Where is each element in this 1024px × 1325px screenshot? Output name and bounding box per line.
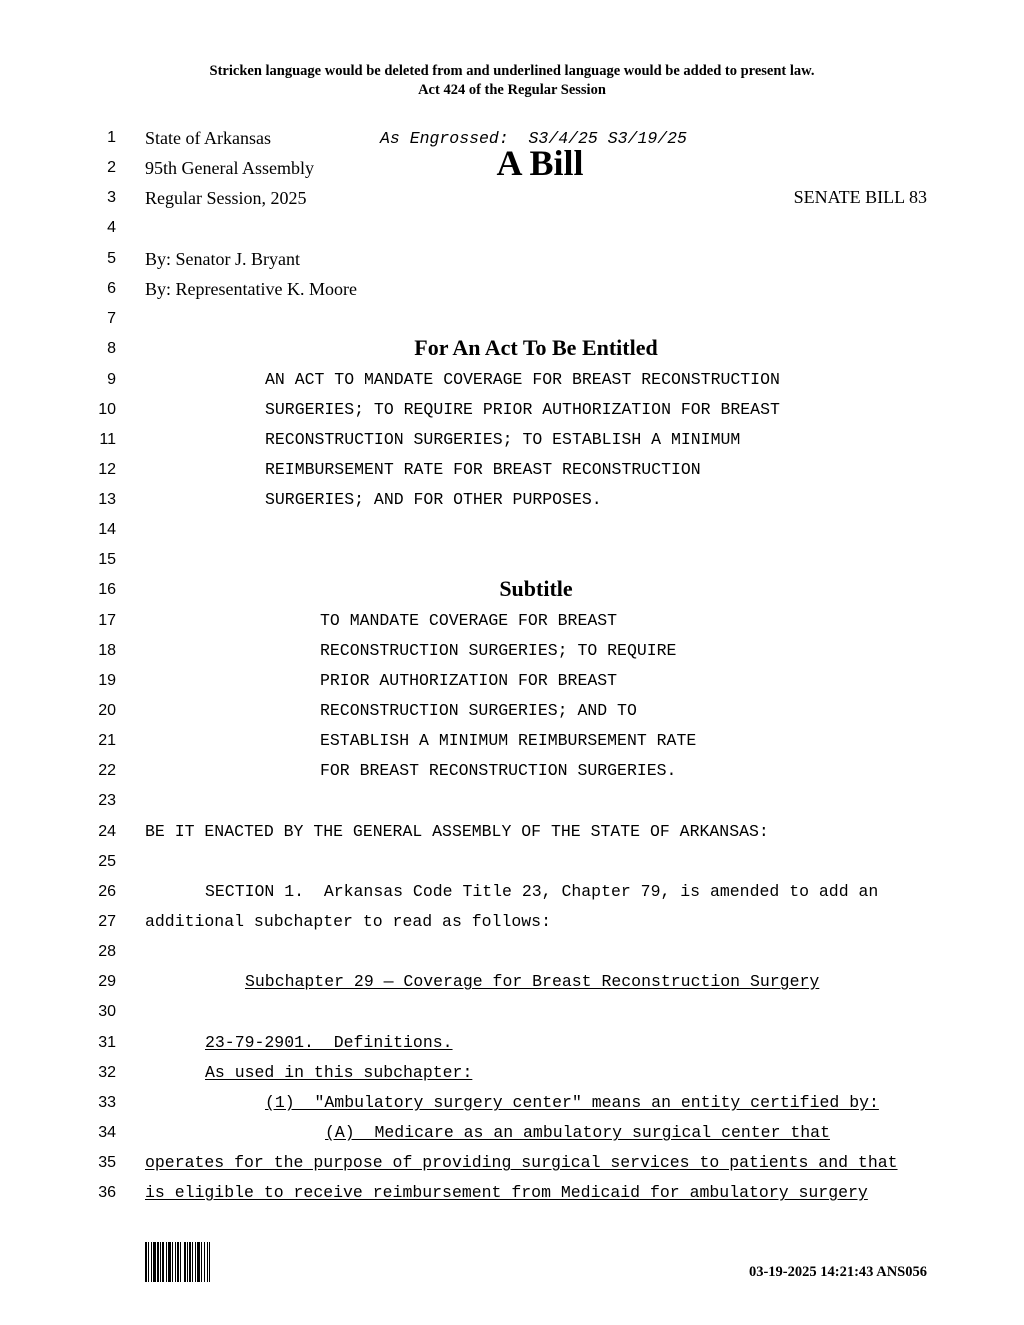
line-number: 11 (99, 431, 116, 448)
line-number: 16 (98, 581, 116, 598)
line-number: 3 (107, 189, 116, 206)
section-1-text-continued: additional subchapter to read as follows: (145, 912, 551, 931)
definition-1: (1) "Ambulatory surgery center" means an entity certified by: (265, 1093, 879, 1112)
line-number: 33 (98, 1094, 116, 1111)
line-number: 1 (107, 129, 116, 146)
line-number: 36 (98, 1184, 116, 1201)
amendment-notice (0, 62, 1024, 100)
line-number: 25 (98, 853, 116, 870)
line-number: 24 (98, 823, 116, 840)
bill-number: SENATE BILL 83 (793, 187, 927, 207)
line-number: 7 (107, 310, 116, 327)
senator-sponsor: By: Senator J. Bryant (145, 249, 300, 269)
line-number: 6 (107, 280, 116, 297)
subtitle-line: RECONSTRUCTION SURGERIES; AND TO (320, 701, 637, 720)
subchapter-heading: Subchapter 29 — Coverage for Breast Reconstruction Surgery (245, 972, 820, 991)
line-number: 32 (98, 1064, 116, 1081)
document-type-title: A Bill (496, 143, 584, 183)
subtitle-line: PRIOR AUTHORIZATION FOR BREAST (320, 671, 618, 690)
barcode-bar (210, 1242, 212, 1282)
representative-sponsor: By: Representative K. Moore (145, 279, 357, 299)
line-number: 26 (98, 883, 116, 900)
line-number: 27 (98, 913, 116, 930)
enacting-clause: BE IT ENACTED BY THE GENERAL ASSEMBLY OF THE STATE OF ARKANSAS: (145, 822, 769, 841)
line-number: 15 (98, 551, 116, 568)
subtitle-heading: Subtitle (499, 576, 573, 601)
line-number: 14 (98, 521, 116, 538)
line-number: 31 (98, 1034, 116, 1051)
line-number: 21 (98, 732, 116, 749)
line-number: 29 (98, 973, 116, 990)
act-title-line: SURGERIES; AND FOR OTHER PURPOSES. (265, 490, 602, 509)
regular-session: Regular Session, 2025 (145, 188, 307, 208)
line-number: 2 (107, 159, 116, 176)
act-title-line: RECONSTRUCTION SURGERIES; TO ESTABLISH A MINIMUM (265, 430, 741, 449)
engrossed-date: As Engrossed: S3/4/25 S3/19/25 (380, 129, 687, 148)
line-number: 5 (107, 250, 116, 267)
barcode (145, 1242, 273, 1282)
definition-1-a-continued: operates for the purpose of providing surgical services to patients and that (145, 1153, 898, 1172)
notice-line-1: Stricken language would be deleted from and underlined language would be added to present law. (209, 63, 815, 79)
subtitle-line: TO MANDATE COVERAGE FOR BREAST (320, 611, 618, 630)
definitions-heading: 23-79-2901. Definitions. (205, 1033, 453, 1052)
line-number: 9 (107, 371, 116, 388)
act-title-line: AN ACT TO MANDATE COVERAGE FOR BREAST RECONSTRUCTION (265, 370, 780, 389)
line-number: 17 (98, 612, 116, 629)
act-title-line: SURGERIES; TO REQUIRE PRIOR AUTHORIZATION FOR BREAST (265, 400, 780, 419)
line-number: 34 (98, 1124, 116, 1141)
line-number: 30 (98, 1003, 116, 1020)
line-number: 4 (107, 219, 116, 236)
line-number: 8 (107, 340, 116, 357)
line-number: 18 (98, 642, 116, 659)
line-number: 35 (98, 1154, 116, 1171)
line-number: 20 (98, 702, 116, 719)
definition-1-a: (A) Medicare as an ambulatory surgical center that (325, 1123, 830, 1142)
section-1-text: SECTION 1. Arkansas Code Title 23, Chapter 79, is amended to add an (205, 882, 879, 901)
line-number: 19 (98, 672, 116, 689)
line-number: 12 (98, 461, 116, 478)
line-number: 10 (98, 401, 116, 418)
act-title-line: REIMBURSEMENT RATE FOR BREAST RECONSTRUCTION (265, 460, 701, 479)
notice-line-2: Act 424 of the Regular Session (418, 82, 606, 98)
as-used-clause: As used in this subchapter: (205, 1063, 473, 1082)
general-assembly: 95th General Assembly (145, 158, 314, 178)
subtitle-line: RECONSTRUCTION SURGERIES; TO REQUIRE (320, 641, 677, 660)
footer-timestamp: 03-19-2025 14:21:43 ANS056 (748, 1264, 927, 1280)
state-name: State of Arkansas (145, 128, 271, 148)
line-number: 22 (98, 762, 116, 779)
line-number: 23 (98, 792, 116, 809)
subtitle-line: ESTABLISH A MINIMUM REIMBURSEMENT RATE (320, 731, 697, 750)
entitled-heading: For An Act To Be Entitled (414, 335, 658, 360)
definition-1-a-continued: is eligible to receive reimbursement from Medicaid for ambulatory surgery (145, 1183, 868, 1202)
line-number: 13 (98, 491, 116, 508)
subtitle-line: FOR BREAST RECONSTRUCTION SURGERIES. (320, 761, 677, 780)
line-number: 28 (98, 943, 116, 960)
